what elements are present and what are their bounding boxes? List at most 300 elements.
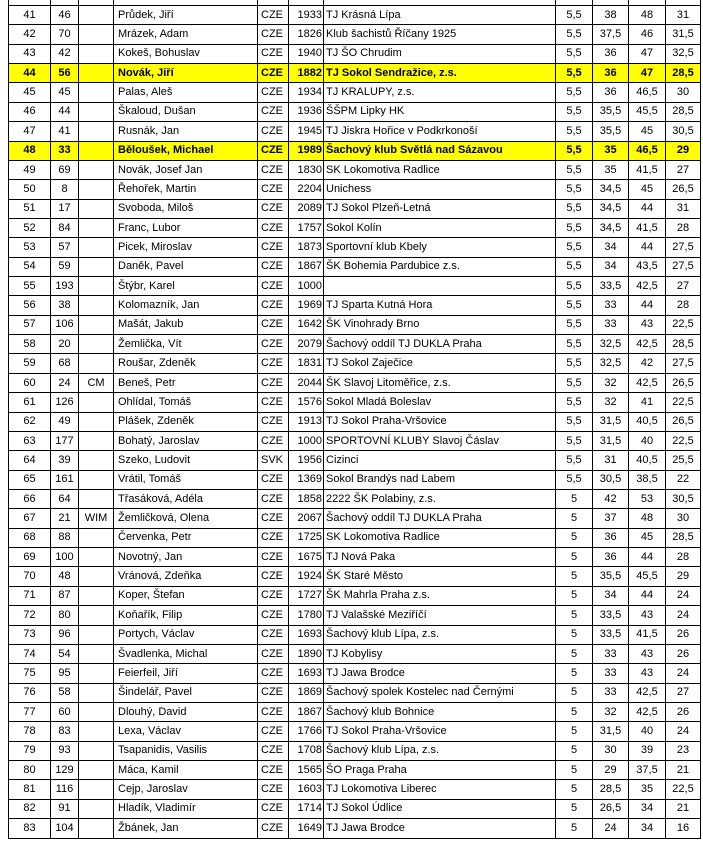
cell-tb3: 22,5	[666, 431, 701, 450]
cell-tb3: 30	[666, 509, 701, 528]
cell-tb1: 34,5	[593, 218, 629, 237]
cell-start-number: 17	[51, 199, 79, 218]
cell-tb3: 30,5	[666, 122, 701, 141]
table-row	[9, 199, 701, 218]
cell-tb3: 31	[666, 199, 701, 218]
cell-title	[79, 606, 114, 625]
cell-points: 5,5	[556, 160, 593, 179]
cell-tb1: 32,5	[593, 335, 629, 354]
cell-tb1: 30	[593, 741, 629, 760]
cell-federation: CZE	[258, 528, 289, 547]
cell-club: Klub šachistů Říčany 1925	[324, 25, 556, 44]
cell-title	[79, 548, 114, 567]
cell-name: Šindelář, Pavel	[114, 683, 258, 702]
cell-rank: 71	[9, 586, 51, 605]
table-row	[9, 606, 701, 625]
cell-tb3: 26,5	[666, 373, 701, 392]
cell-tb1: 32	[593, 702, 629, 721]
cell-rating: 2079	[289, 335, 324, 354]
cell-tb1: 34,5	[593, 199, 629, 218]
cell-tb1: 33	[593, 683, 629, 702]
cell-title	[79, 528, 114, 547]
cell-rank: 42	[9, 25, 51, 44]
cell-start-number: 45	[51, 83, 79, 102]
cell-club: Šachový spolek Kostelec nad Černými	[324, 683, 556, 702]
cell-rating: 1725	[289, 528, 324, 547]
cell-name: Svoboda, Miloš	[114, 199, 258, 218]
cell-club: TJ Sokol Sendražice, z.s.	[324, 64, 556, 83]
cell-rating: 1924	[289, 567, 324, 586]
cell-rating: 1858	[289, 489, 324, 508]
cell-title	[79, 470, 114, 489]
cell-tb3: 28	[666, 218, 701, 237]
cell-points: 5,5	[556, 412, 593, 431]
cell-federation: CZE	[258, 64, 289, 83]
cell-federation: CZE	[258, 83, 289, 102]
cell-title	[79, 199, 114, 218]
cell-rating: 1708	[289, 741, 324, 760]
cell-tb2: 40,5	[629, 451, 666, 470]
cell-rank: 75	[9, 664, 51, 683]
cell-start-number: 83	[51, 722, 79, 741]
cell-start-number: 21	[51, 509, 79, 528]
cell-title	[79, 799, 114, 818]
cell-club: Šachový oddíl TJ DUKLA Praha	[324, 509, 556, 528]
cell-tb3: 28	[666, 296, 701, 315]
cell-points: 5,5	[556, 180, 593, 199]
cell-name: Novák, Jiří	[114, 64, 258, 83]
cell-name: Červenka, Petr	[114, 528, 258, 547]
cell-points: 5	[556, 548, 593, 567]
cell-name: Picek, Miroslav	[114, 238, 258, 257]
cell-tb3: 25,5	[666, 451, 701, 470]
cell-tb1: 30,5	[593, 470, 629, 489]
cell-rating: 1882	[289, 64, 324, 83]
table-row	[9, 819, 701, 839]
cell-name: Novotný, Jan	[114, 548, 258, 567]
cell-points: 5,5	[556, 354, 593, 373]
cell-start-number: 177	[51, 431, 79, 450]
cell-club: TJ Jawa Brodce	[324, 819, 556, 839]
cell-tb2: 43	[629, 315, 666, 334]
cell-rank: 72	[9, 606, 51, 625]
cell-points: 5	[556, 644, 593, 663]
table-row	[9, 761, 701, 780]
cell-federation: CZE	[258, 296, 289, 315]
cell-points: 5,5	[556, 393, 593, 412]
cell-start-number: 91	[51, 799, 79, 818]
cell-federation: CZE	[258, 567, 289, 586]
cell-title	[79, 761, 114, 780]
cell-club: TJ Sokol Praha-Vršovice	[324, 412, 556, 431]
cell-club: Sokol Brandýs nad Labem	[324, 470, 556, 489]
cell-rank: 81	[9, 780, 51, 799]
table-row	[9, 354, 701, 373]
table-row	[9, 335, 701, 354]
cell-tb3: 22	[666, 470, 701, 489]
cell-rank: 83	[9, 819, 51, 839]
cell-rating: 1956	[289, 451, 324, 470]
cell-name: Daněk, Pavel	[114, 257, 258, 276]
cell-name: Vrátil, Tomáš	[114, 470, 258, 489]
table-row	[9, 683, 701, 702]
cell-rank: 69	[9, 548, 51, 567]
cell-rank: 50	[9, 180, 51, 199]
cell-tb2: 41	[629, 393, 666, 412]
cell-club: Sokol Kolín	[324, 218, 556, 237]
cell-tb1: 26,5	[593, 799, 629, 818]
cell-club: TJ Lokomotiva Liberec	[324, 780, 556, 799]
table-row	[9, 470, 701, 489]
cell-rank: 45	[9, 83, 51, 102]
cell-tb1: 33	[593, 664, 629, 683]
cell-rating: 1873	[289, 238, 324, 257]
cell-title	[79, 780, 114, 799]
cell-start-number: 80	[51, 606, 79, 625]
cell-rating: 1831	[289, 354, 324, 373]
table-row	[9, 625, 701, 644]
cell-club: TJ Krásná Lípa	[324, 6, 556, 25]
table-row	[9, 451, 701, 470]
cell-tb2: 42,5	[629, 277, 666, 296]
cell-tb1: 33	[593, 315, 629, 334]
cell-points: 5,5	[556, 6, 593, 25]
cell-start-number: 64	[51, 489, 79, 508]
cell-name: Žbánek, Jan	[114, 819, 258, 839]
cell-points: 5	[556, 567, 593, 586]
cell-points: 5	[556, 489, 593, 508]
cell-tb3: 31	[666, 6, 701, 25]
cell-name: Rusnák, Jan	[114, 122, 258, 141]
cell-points: 5	[556, 761, 593, 780]
cell-tb2: 40	[629, 722, 666, 741]
cell-title	[79, 489, 114, 508]
cell-start-number: 57	[51, 238, 79, 257]
cell-tb2: 48	[629, 6, 666, 25]
table-row	[9, 141, 701, 160]
cell-tb3: 26	[666, 702, 701, 721]
cell-tb1: 28,5	[593, 780, 629, 799]
cell-points: 5,5	[556, 238, 593, 257]
cell-tb1: 31	[593, 451, 629, 470]
cell-rating: 1969	[289, 296, 324, 315]
cell-rank: 56	[9, 296, 51, 315]
cell-club: TJ Sokol Praha-Vršovice	[324, 722, 556, 741]
cell-federation: CZE	[258, 799, 289, 818]
cell-rank: 59	[9, 354, 51, 373]
cell-rating: 1693	[289, 625, 324, 644]
cell-name: Třasáková, Adéla	[114, 489, 258, 508]
cell-points: 5	[556, 702, 593, 721]
cell-tb1: 34,5	[593, 180, 629, 199]
cell-rating: 1565	[289, 761, 324, 780]
cell-title: WIM	[79, 509, 114, 528]
cell-federation: CZE	[258, 238, 289, 257]
cell-tb1: 32,5	[593, 354, 629, 373]
cell-tb1: 31,5	[593, 412, 629, 431]
table-row	[9, 238, 701, 257]
cell-start-number: 48	[51, 567, 79, 586]
cell-start-number: 93	[51, 741, 79, 760]
cell-tb1: 35,5	[593, 567, 629, 586]
cell-tb1: 36	[593, 528, 629, 547]
cell-tb1: 32	[593, 373, 629, 392]
cell-rank: 65	[9, 470, 51, 489]
cell-federation: CZE	[258, 780, 289, 799]
cell-tb2: 44	[629, 199, 666, 218]
cell-name: Portych, Václav	[114, 625, 258, 644]
cell-club: 2222 ŠK Polabiny, z.s.	[324, 489, 556, 508]
cell-points: 5,5	[556, 199, 593, 218]
cell-tb2: 34	[629, 799, 666, 818]
cell-tb2: 47	[629, 64, 666, 83]
cell-tb2: 42	[629, 354, 666, 373]
cell-name: Szeko, Ludovit	[114, 451, 258, 470]
cell-title	[79, 160, 114, 179]
table-row	[9, 160, 701, 179]
cell-tb2: 44	[629, 586, 666, 605]
cell-rank: 44	[9, 64, 51, 83]
cell-title	[79, 296, 114, 315]
cell-club: TJ Nová Paka	[324, 548, 556, 567]
cell-title	[79, 335, 114, 354]
cell-tb3: 27	[666, 683, 701, 702]
cell-points: 5,5	[556, 64, 593, 83]
cell-tb3: 27,5	[666, 257, 701, 276]
cell-tb2: 46	[629, 25, 666, 44]
cell-federation: CZE	[258, 741, 289, 760]
cell-rank: 51	[9, 199, 51, 218]
cell-tb2: 42,5	[629, 335, 666, 354]
cell-federation: CZE	[258, 160, 289, 179]
cell-club: TJ Sokol Plzeň-Letná	[324, 199, 556, 218]
table-row	[9, 567, 701, 586]
cell-tb2: 42,5	[629, 373, 666, 392]
cell-tb1: 34	[593, 257, 629, 276]
cell-rank: 64	[9, 451, 51, 470]
cell-title	[79, 6, 114, 25]
cell-points: 5	[556, 683, 593, 702]
cell-rank: 47	[9, 122, 51, 141]
cell-federation: CZE	[258, 625, 289, 644]
cell-tb2: 43	[629, 644, 666, 663]
cell-rank: 55	[9, 277, 51, 296]
cell-club: ŠK Vinohrady Brno	[324, 315, 556, 334]
cell-club: TJ Valašské Meziříčí	[324, 606, 556, 625]
cell-name: Beneš, Petr	[114, 373, 258, 392]
table-row	[9, 218, 701, 237]
cell-federation: CZE	[258, 548, 289, 567]
cell-rating: 1936	[289, 102, 324, 121]
cell-tb3: 30	[666, 83, 701, 102]
cell-tb1: 33	[593, 644, 629, 663]
cell-name: Roušar, Zdeněk	[114, 354, 258, 373]
cell-tb1: 36	[593, 548, 629, 567]
cell-tb1: 31,5	[593, 722, 629, 741]
cell-tb3: 24	[666, 606, 701, 625]
cell-tb3: 27,5	[666, 354, 701, 373]
cell-rating: 2044	[289, 373, 324, 392]
table-row	[9, 315, 701, 334]
cell-tb2: 43	[629, 606, 666, 625]
cell-title	[79, 64, 114, 83]
cell-title	[79, 122, 114, 141]
cell-name: Tsapanidis, Vasilis	[114, 741, 258, 760]
cell-name: Koper, Štefan	[114, 586, 258, 605]
cell-start-number: 59	[51, 257, 79, 276]
cell-tb2: 44	[629, 238, 666, 257]
cell-tb3: 24	[666, 586, 701, 605]
table-row	[9, 664, 701, 683]
cell-rating: 1649	[289, 819, 324, 839]
cell-tb1: 33,5	[593, 277, 629, 296]
cell-club: TJ Kobylisy	[324, 644, 556, 663]
cell-club: TJ Sokol Údlice	[324, 799, 556, 818]
cell-points: 5	[556, 528, 593, 547]
cell-title	[79, 315, 114, 334]
cell-rating: 1867	[289, 257, 324, 276]
cell-rank: 66	[9, 489, 51, 508]
cell-name: Vránová, Zdeňka	[114, 567, 258, 586]
cell-name: Franc, Lubor	[114, 218, 258, 237]
cell-name: Řehořek, Martin	[114, 180, 258, 199]
cell-club: SK Lokomotiva Radlice	[324, 160, 556, 179]
table-row	[9, 393, 701, 412]
cell-tb1: 32	[593, 393, 629, 412]
cell-club: Šachový oddíl TJ DUKLA Praha	[324, 335, 556, 354]
cell-tb1: 35	[593, 141, 629, 160]
cell-start-number: 193	[51, 277, 79, 296]
table-row	[9, 122, 701, 141]
cell-rating: 1869	[289, 683, 324, 702]
cell-club: TJ ŠO Chrudim	[324, 44, 556, 63]
cell-club: ŠK Mahrla Praha z.s.	[324, 586, 556, 605]
table-row	[9, 412, 701, 431]
cell-name: Švadlenka, Michal	[114, 644, 258, 663]
cell-tb1: 33	[593, 296, 629, 315]
cell-points: 5,5	[556, 296, 593, 315]
cell-club: Unichess	[324, 180, 556, 199]
cell-name: Žemlička, Vít	[114, 335, 258, 354]
cell-points: 5,5	[556, 470, 593, 489]
cell-tb2: 40,5	[629, 412, 666, 431]
cell-tb2: 38,5	[629, 470, 666, 489]
cell-start-number: 42	[51, 44, 79, 63]
cell-title	[79, 277, 114, 296]
cell-club: SPORTOVNÍ KLUBY Slavoj Čáslav	[324, 431, 556, 450]
cell-start-number: 60	[51, 702, 79, 721]
cell-tb3: 22,5	[666, 393, 701, 412]
cell-title	[79, 257, 114, 276]
cell-club: TJ Sparta Kutná Hora	[324, 296, 556, 315]
cell-start-number: 8	[51, 180, 79, 199]
standings-table	[8, 5, 701, 839]
cell-federation: CZE	[258, 431, 289, 450]
cell-title	[79, 567, 114, 586]
cell-federation: CZE	[258, 25, 289, 44]
cell-club: ŠŠPM Lipky HK	[324, 102, 556, 121]
cell-federation: CZE	[258, 218, 289, 237]
cell-start-number: 88	[51, 528, 79, 547]
cell-rating: 1369	[289, 470, 324, 489]
cell-tb1: 33,5	[593, 625, 629, 644]
cell-tb3: 28	[666, 548, 701, 567]
cell-tb3: 21	[666, 799, 701, 818]
cell-tb1: 36	[593, 64, 629, 83]
cell-rank: 74	[9, 644, 51, 663]
cell-points: 5,5	[556, 122, 593, 141]
cell-federation: CZE	[258, 6, 289, 25]
cell-tb2: 46,5	[629, 83, 666, 102]
table-row	[9, 373, 701, 392]
cell-start-number: 41	[51, 122, 79, 141]
cell-tb3: 21	[666, 761, 701, 780]
cell-club: Šachový klub Lípa, z.s.	[324, 625, 556, 644]
cell-rating: 1000	[289, 277, 324, 296]
cell-start-number: 116	[51, 780, 79, 799]
cell-tb3: 22,5	[666, 315, 701, 334]
cell-tb2: 45	[629, 528, 666, 547]
cell-points: 5,5	[556, 451, 593, 470]
cell-tb1: 35	[593, 160, 629, 179]
cell-name: Bohatý, Jaroslav	[114, 431, 258, 450]
table-row	[9, 257, 701, 276]
cell-tb3: 29	[666, 567, 701, 586]
cell-name: Cejp, Jaroslav	[114, 780, 258, 799]
cell-tb3: 30,5	[666, 489, 701, 508]
cell-rating: 1945	[289, 122, 324, 141]
cell-rank: 58	[9, 335, 51, 354]
cell-federation: CZE	[258, 586, 289, 605]
cell-rank: 62	[9, 412, 51, 431]
cell-rating: 2204	[289, 180, 324, 199]
cell-tb2: 45,5	[629, 567, 666, 586]
cell-rating: 1867	[289, 702, 324, 721]
cell-club: Šachový klub Lípa, z.s.	[324, 741, 556, 760]
cell-club: ŠK Staré Město	[324, 567, 556, 586]
cell-tb1: 37,5	[593, 25, 629, 44]
cell-points: 5	[556, 586, 593, 605]
cell-points: 5,5	[556, 431, 593, 450]
cell-tb2: 42,5	[629, 702, 666, 721]
cell-title	[79, 644, 114, 663]
cell-rating: 1826	[289, 25, 324, 44]
cell-tb2: 43,5	[629, 257, 666, 276]
cell-tb3: 31,5	[666, 25, 701, 44]
cell-tb2: 40	[629, 431, 666, 450]
cell-start-number: 95	[51, 664, 79, 683]
cell-tb2: 37,5	[629, 761, 666, 780]
cell-title	[79, 625, 114, 644]
cell-name: Novák, Josef Jan	[114, 160, 258, 179]
cell-points: 5	[556, 722, 593, 741]
table-row	[9, 6, 701, 25]
cell-name: Máca, Kamil	[114, 761, 258, 780]
cell-title	[79, 431, 114, 450]
cell-name: Žemličková, Olena	[114, 509, 258, 528]
table-row	[9, 25, 701, 44]
cell-start-number: 49	[51, 412, 79, 431]
cell-rank: 70	[9, 567, 51, 586]
cell-rank: 54	[9, 257, 51, 276]
cell-name: Štýbr, Karel	[114, 277, 258, 296]
table-row	[9, 586, 701, 605]
cell-federation: CZE	[258, 102, 289, 121]
cell-start-number: 126	[51, 393, 79, 412]
cell-start-number: 44	[51, 102, 79, 121]
cell-rank: 82	[9, 799, 51, 818]
cell-tb2: 39	[629, 741, 666, 760]
